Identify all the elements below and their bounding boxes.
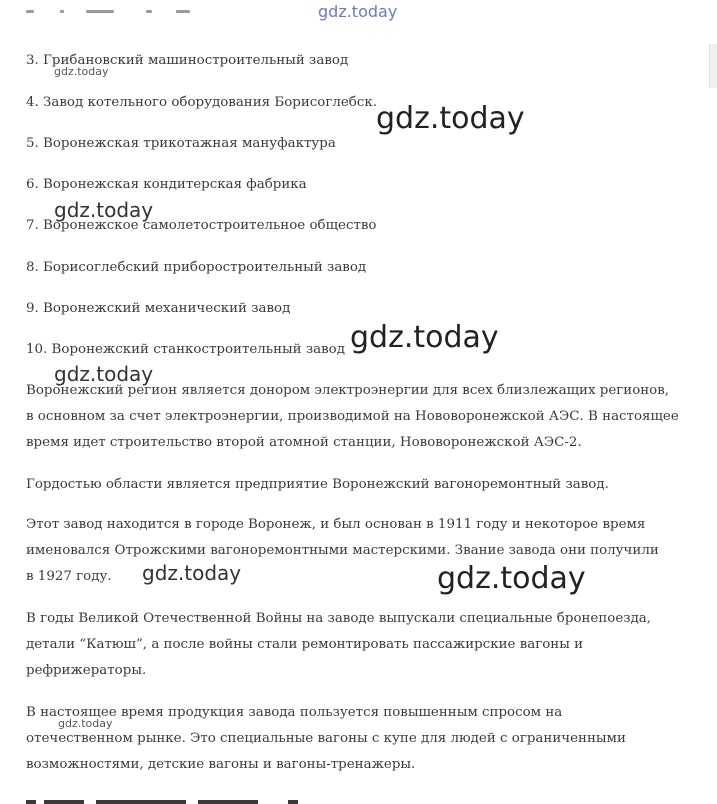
watermark: gdz.today — [437, 561, 586, 596]
list-item: 8. Борисоглебский приборостроительный завод — [26, 260, 367, 275]
paragraph-line: в 1927 году. — [26, 569, 112, 584]
list-item: 4. Завод котельного оборудования Борисоглебск. — [26, 95, 377, 110]
paragraph-history — [26, 512, 691, 590]
watermark-header: gdz.today — [318, 2, 398, 21]
paragraph-line: детали “Катюш”, а после войны стали ремонтировать пассажирские вагоны и — [26, 637, 584, 652]
paragraph-pride — [26, 472, 691, 498]
paragraph-line: в основном за счет электроэнергии, производимой на Нововоронежской АЭС. В настоящее — [26, 409, 679, 424]
paragraph-line: отечественном рынке. Это специальные вагоны с купе для людей с ограниченными — [26, 731, 626, 746]
paragraph-line: время идет строительство второй атомной станции, Нововоронежской АЭС-2. — [26, 435, 582, 450]
paragraph-line: Этот завод находится в городе Воронеж, и был основан в 1911 году и некоторое время — [26, 517, 646, 532]
paragraph-energy — [26, 378, 691, 456]
paragraph-present — [26, 700, 691, 778]
paragraph-line: В настоящее время продукция завода пользуется повышенным спросом на — [26, 705, 563, 720]
list-item: 6. Воронежская кондитерская фабрика — [26, 177, 307, 192]
clipped-text-top — [26, 10, 196, 18]
paragraph-line: рефрижераторы. — [26, 663, 147, 678]
list-item: 5. Воронежская трикотажная мануфактура — [26, 136, 336, 151]
watermark: gdz.today — [54, 362, 154, 386]
paragraph-line: В годы Великой Отечественной Войны на заводе выпускали специальные бронепоезда, — [26, 611, 652, 626]
scrollbar-fragment — [709, 44, 717, 88]
list-item: 9. Воронежский механический завод — [26, 301, 291, 316]
paragraph-line: возможностями, детские вагоны и вагоны-тренажеры. — [26, 757, 416, 772]
list-item: 3. Грибановский машиностроительный завод — [26, 53, 349, 68]
watermark: gdz.today — [58, 717, 113, 730]
clipped-text-bottom — [26, 798, 306, 804]
watermark: gdz.today — [54, 65, 109, 78]
watermark: gdz.today — [350, 320, 499, 355]
paragraph-war — [26, 606, 691, 684]
paragraph-line: Гордостью области является предприятие Воронежский вагоноремонтный завод. — [26, 477, 609, 492]
watermark: gdz.today — [376, 101, 525, 136]
watermark: gdz.today — [54, 198, 154, 222]
list-item: 10. Воронежский станкостроительный завод — [26, 342, 345, 357]
paragraph-line: именовался Отрожскими вагоноремонтными мастерскими. Звание завода они получили — [26, 543, 659, 558]
paragraph-line: Воронежский регион является донором электроэнергии для всех близлежащих регионов, — [26, 383, 670, 398]
list-item: 7. Воронежское самолетостроительное общество — [26, 218, 377, 233]
watermark: gdz.today — [142, 561, 242, 585]
